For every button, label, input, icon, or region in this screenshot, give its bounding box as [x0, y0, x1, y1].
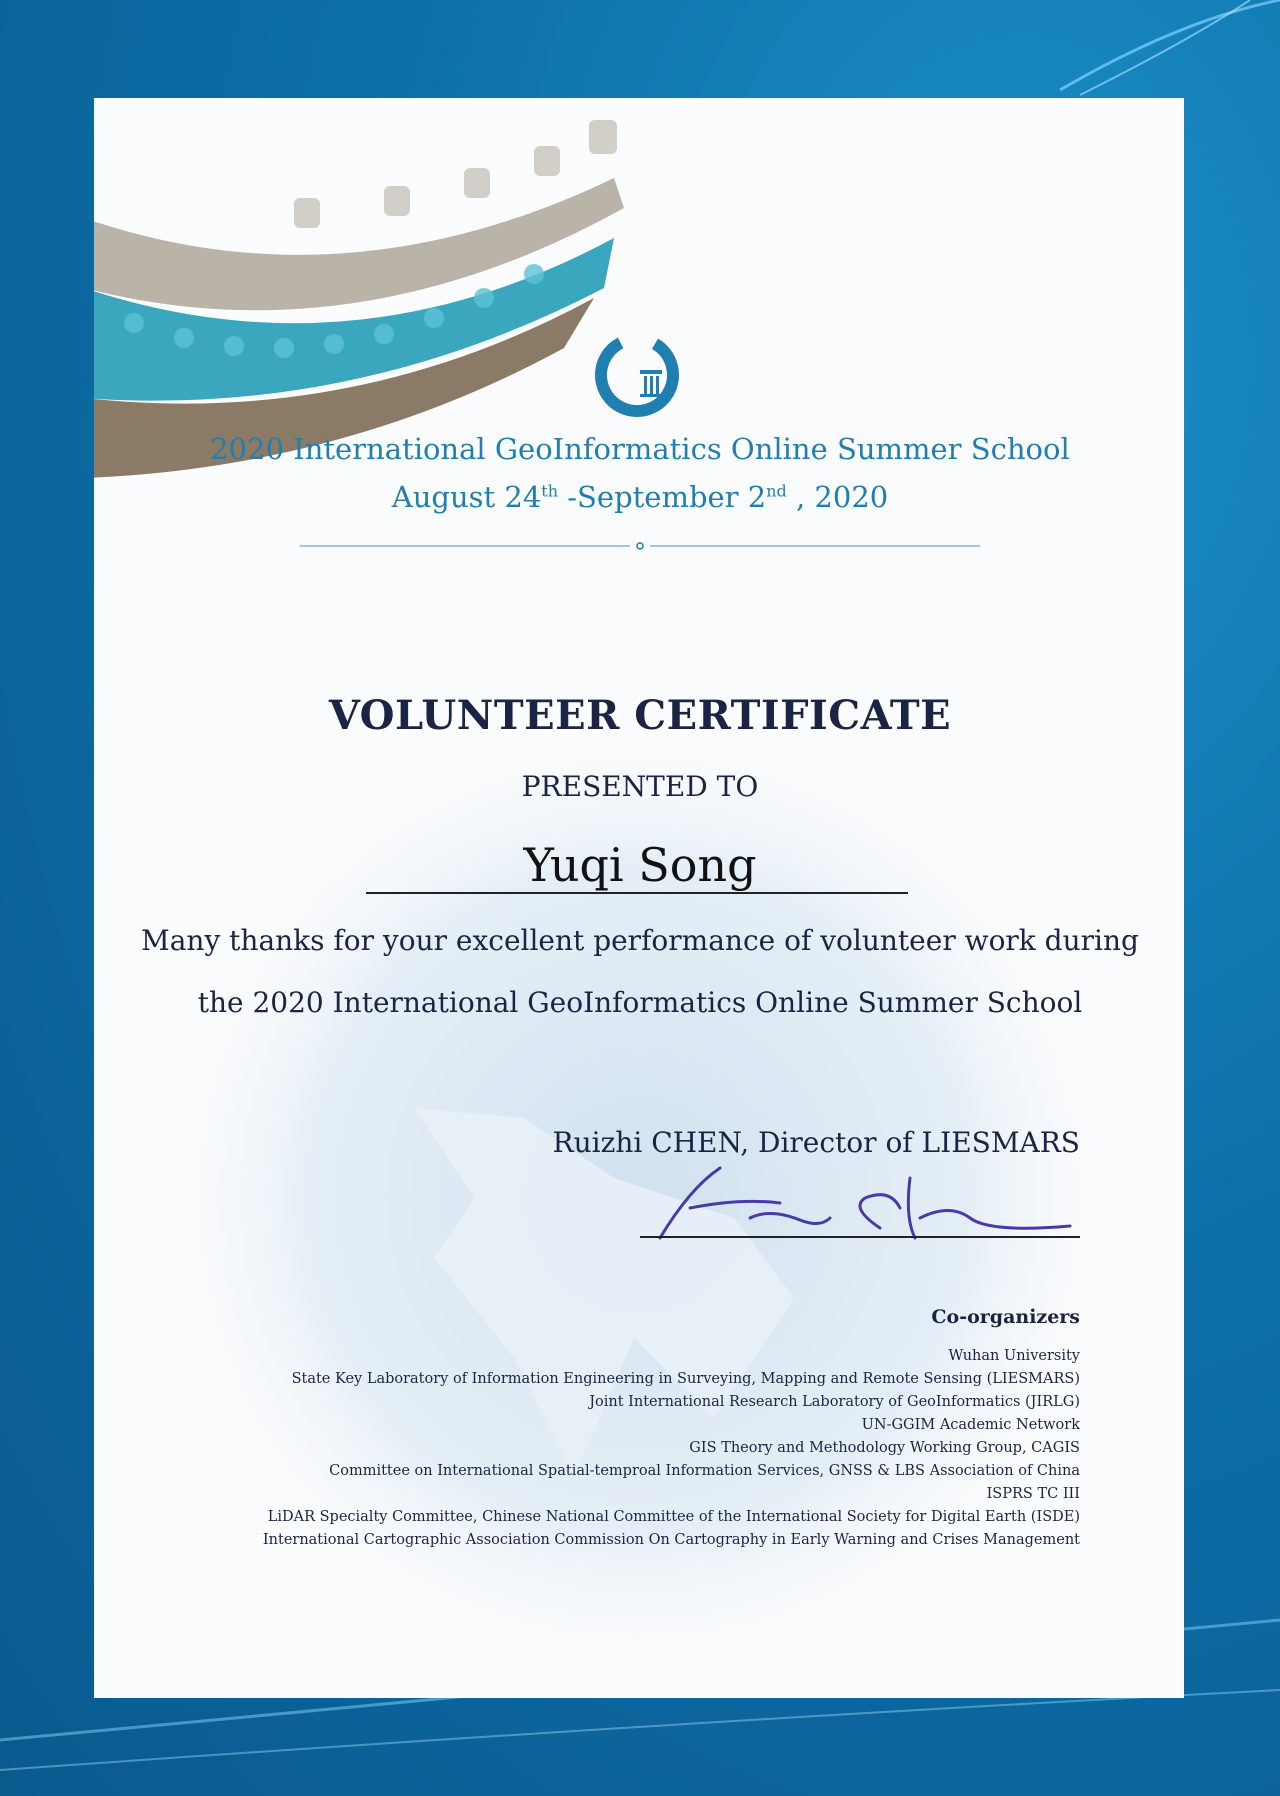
signature-underline [640, 1236, 1080, 1238]
date-start: August 24 [391, 480, 542, 514]
certificate-title: VOLUNTEER CERTIFICATE [328, 692, 952, 739]
coorganizers-list [263, 1345, 1080, 1552]
coorganizer-item: LiDAR Specialty Committee, Chinese National Committee of the International Society for Digital Earth (ISDE) [267, 1509, 1080, 1525]
coorganizer-item: GIS Theory and Methodology Working Group, CAGIS [689, 1440, 1080, 1456]
thanks-line-2: the 2020 International GeoInformatics Online Summer School [197, 986, 1083, 1019]
date-end: -September 2 [558, 480, 767, 514]
coorganizer-item: ISPRS TC III [986, 1486, 1080, 1502]
coorganizer-item: Committee on International Spatial-temproal Information Services, GNSS & LBS Association of China [329, 1463, 1080, 1479]
date-start-suffix: th [541, 481, 559, 501]
coorganizer-item: Wuhan University [948, 1348, 1080, 1364]
date-end-suffix: nd [766, 481, 787, 501]
summer-school-dates [0, 480, 1280, 514]
recipient-underline [366, 892, 908, 894]
summer-school-logo [592, 330, 682, 420]
recipient-name: Yuqi Song [523, 838, 757, 892]
coorganizer-item: International Cartographic Association Commission On Cartography in Early Warning and Crises Management [262, 1532, 1080, 1548]
handwritten-signature [650, 1148, 1090, 1258]
coorganizer-item: Joint International Research Laboratory of GeoInformatics (JIRLG) [589, 1394, 1080, 1410]
signer-name: Ruizhi CHEN, Director of LIESMARS [552, 1126, 1080, 1159]
coorganizer-item: State Key Laboratory of Information Engineering in Surveying, Mapping and Remote Sensing (LIESMARS) [291, 1371, 1080, 1387]
thanks-line-1: Many thanks for your excellent performance of volunteer work during [141, 924, 1139, 957]
presented-to-label: PRESENTED TO [521, 770, 759, 803]
coorganizer-item: UN-GGIM Academic Network [861, 1417, 1080, 1433]
coorganizers-title: Co-organizers [931, 1306, 1080, 1328]
header-divider [300, 540, 980, 552]
summer-school-title: 2020 International GeoInformatics Online Summer School [210, 432, 1070, 466]
date-year: , 2020 [786, 480, 889, 514]
